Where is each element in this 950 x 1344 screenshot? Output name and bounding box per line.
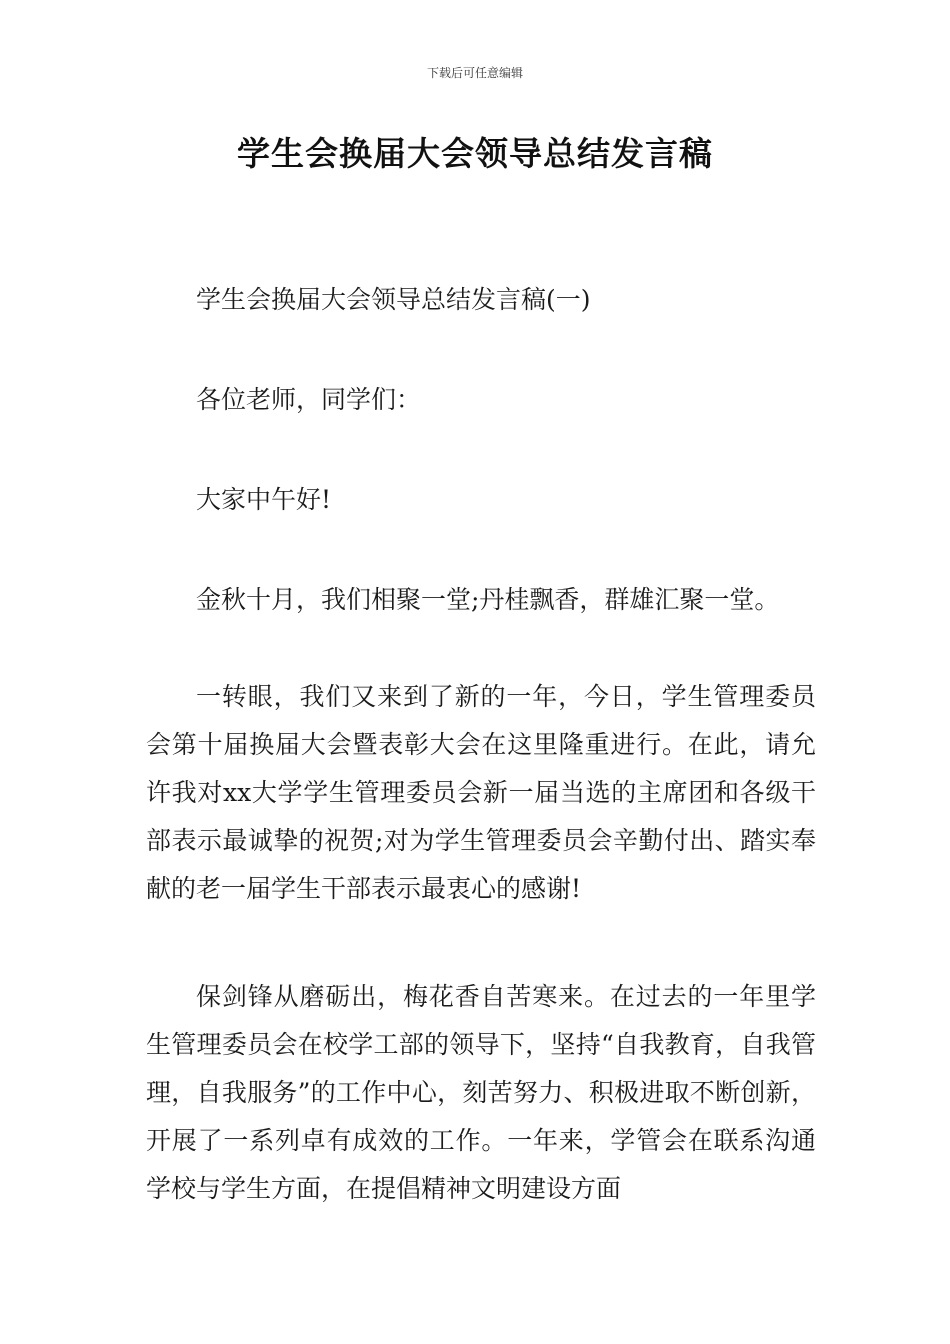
document-subtitle: 学生会换届大会领导总结发言稿(一) [196, 285, 591, 314]
paragraph-2: 一转眼，我们又来到了新的一年，今日，学生管理委员会第十届换届大会暨表彰大会在这里隆重进行。在此，请允许我对xx大学学生管理委员会新一届当选的主席团和各级干部表示最诚挚的祝贺;对为学生管理委员会辛勤付出、踏实奉献的老一届学生干部表示最衷心的感谢! [146, 682, 816, 903]
salutation: 各位老师，同学们： [196, 385, 422, 414]
header-note: 下载后可任意编辑 [426, 66, 523, 80]
document-title: 学生会换届大会领导总结发言稿 [237, 134, 713, 173]
greeting: 大家中午好! [196, 485, 332, 514]
paragraph-1: 金秋十月，我们相聚一堂;丹桂飘香，群雄汇聚一堂。 [196, 585, 780, 614]
paragraph-3: 保剑锋从磨砺出，梅花香自苦寒来。在过去的一年里学生管理委员会在校学工部的领导下，坚持“自我教育，自我管理，自我服务”的工作中心，刻苦努力、积极进取不断创新，开展了一系列卓有成效的工作。一年来，学管会在联系沟通学校与学生方面，在提倡精神文明建设方面 [146, 982, 816, 1203]
